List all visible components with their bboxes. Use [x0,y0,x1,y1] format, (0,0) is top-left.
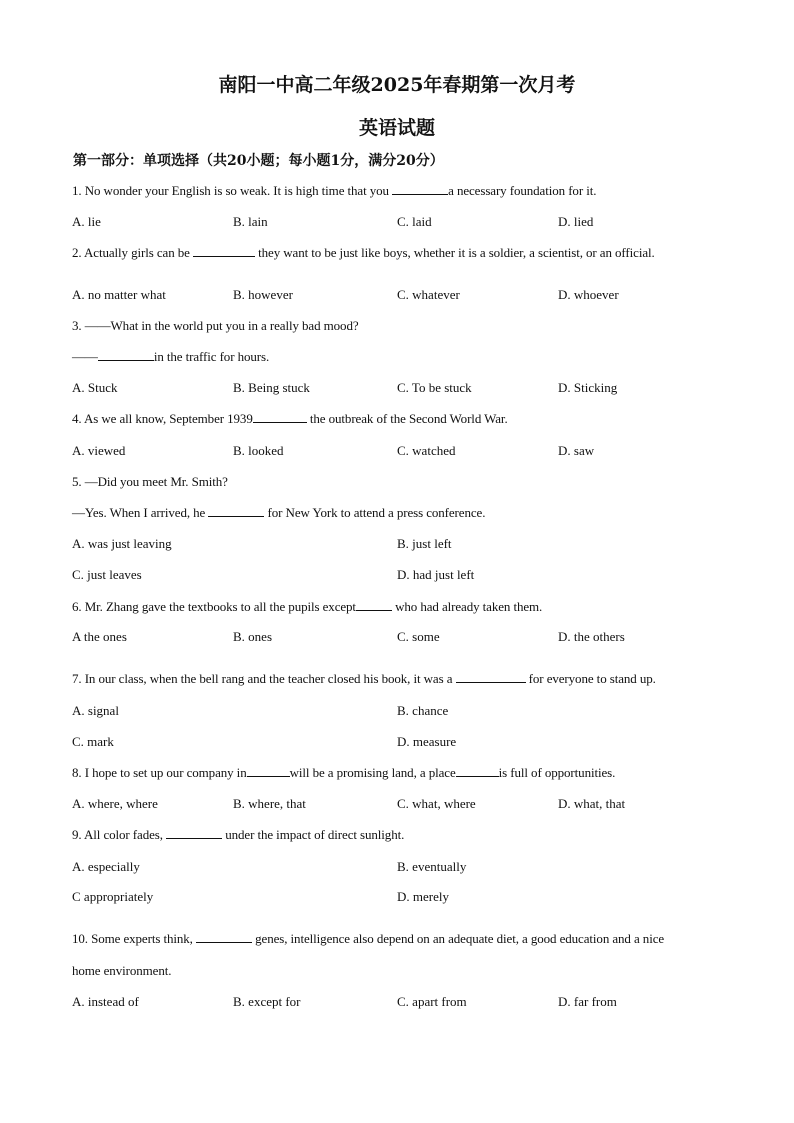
question-9-option-c: C appropriately [72,889,154,904]
question-7-option-b: B. chance [397,703,449,718]
question-8-option-b: B. where, that [233,796,306,811]
exam-title: 南阳一中高二年级2025年春期第一次月考 [218,74,576,96]
question-6-option-b: B. ones [233,629,272,644]
question-5-option-b: B. just left [397,536,452,551]
exam-subtitle: 英语试题 [358,117,435,139]
answer-blank [166,827,222,839]
question-9-option-a: A. especially [72,859,140,874]
question-2-option-d: D. whoever [558,287,619,302]
question-6-option-a: A the ones [72,629,127,644]
question-6-option-d: D. the others [558,629,625,644]
answer-blank [456,671,526,683]
question-5-stem: 5. —Did you meet Mr. Smith? [72,474,228,489]
question-2-stem: 2. Actually girls can be they want to be just like boys, whether it is a soldier, a scientist, or an official. [72,245,655,260]
question-4-option-c: C. watched [397,443,456,458]
question-3-option-a: A. Stuck [72,380,118,395]
question-7-stem: 7. In our class, when the bell rang and the teacher closed his book, it was a for everyone to stand up. [72,671,656,686]
question-10-option-c: C. apart from [397,994,467,1009]
question-5-option-c: C. just leaves [72,567,142,582]
answer-blank [247,765,290,777]
question-3-response: —— in the traffic for hours. [72,349,270,364]
question-3-option-c: C. To be stuck [397,380,472,395]
answer-blank [208,505,264,517]
question-7-option-d: D. measure [397,734,457,749]
question-4-option-b: B. looked [233,443,284,458]
answer-blank [456,765,499,777]
question-9-stem: 9. All color fades, under the impact of direct sunlight. [72,827,405,842]
answer-blank [196,931,252,943]
question-7-option-c: C. mark [72,734,114,749]
question-1-option-d: D. lied [558,214,594,229]
question-4-option-a: A. viewed [72,443,126,458]
question-8-stem: 8. I hope to set up our company in will be a promising land, a place is full of opportunities. [72,765,616,780]
question-10-stem: 10. Some experts think, genes, intelligence also depend on an adequate diet, a good education and a nice [72,931,665,946]
question-5-response: —Yes. When I arrived, he for New York to attend a press conference. [72,505,486,520]
question-3-stem: 3. ——What in the world put you in a really bad mood? [72,318,359,333]
question-3-option-d: D. Sticking [558,380,618,395]
question-10-option-d: D. far from [558,994,617,1009]
question-6-stem: 6. Mr. Zhang gave the textbooks to all the pupils except who had already taken them. [72,599,543,614]
question-6-option-c: C. some [397,629,440,644]
answer-blank [253,411,307,423]
question-1-option-b: B. lain [233,214,268,229]
question-10-option-b: B. except for [233,994,301,1009]
question-8-option-d: D. what, that [558,796,626,811]
question-9-option-d: D. merely [397,889,449,904]
question-8-option-a: A. where, where [72,796,158,811]
question-8-option-c: C. what, where [397,796,476,811]
question-5-option-a: A. was just leaving [72,536,172,551]
section-heading: 第一部分：单项选择（共20小题；每小题1分，满分20分） [73,153,444,169]
answer-blank [392,183,448,195]
question-9-option-b: B. eventually [397,859,467,874]
question-7-option-a: A. signal [72,703,119,718]
question-1-stem: 1. No wonder your English is so weak. It is high time that you a necessary foundation for it. [72,183,597,198]
answer-blank [193,245,255,257]
question-4-stem: 4. As we all know, September 1939 the outbreak of the Second World War. [72,411,508,426]
question-4-option-d: D. saw [558,443,595,458]
question-2-option-c: C. whatever [397,287,460,302]
question-10-option-a: A. instead of [72,994,139,1009]
question-1-option-c: C. laid [397,214,432,229]
answer-blank [356,599,392,611]
question-10-stem-continued: home environment. [72,963,172,978]
question-1-option-a: A. lie [72,214,101,229]
question-5-option-d: D. had just left [397,567,475,582]
question-2-option-a: A. no matter what [72,287,166,302]
answer-blank [98,349,154,361]
question-2-option-b: B. however [233,287,293,302]
question-3-option-b: B. Being stuck [233,380,310,395]
